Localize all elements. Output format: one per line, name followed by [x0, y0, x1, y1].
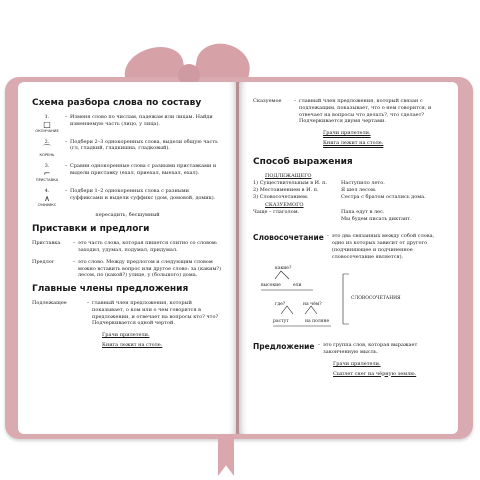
preposition-definition: Предлог – это слово. Между предлогом и следующим словом можно вставить вопрос или другое слово: за (каким?) лесом, по (какой?) улице, у (большого) дома.	[32, 258, 222, 279]
predicate-definition: Сказуемое – главный член предложения, который связан с подлежащим, показывает, что о нем говорится, и отвечает на вопросы что делать?, что сделает? Подчеркивается двумя чертами.	[253, 98, 432, 125]
expression-table: ПОДЛЕЖАЩЕГО 1) Существительным в И. п. Наступило лето. 2) Местоимением в И. п. Я шел лесом. 3) Словосочетанием. Сестра с братом остались дома. СКАЗУЕМОГО Чаще – глаголом. Папа едут в лес. Мы будем писать диктант.	[253, 173, 444, 224]
root-arc-icon: ⌒	[43, 144, 51, 154]
morph-example: пересадить, бесшумный	[95, 212, 160, 219]
morph-row-root: 2. ⌒ КОРЕНЬ – Подбери 2–3 однокоренных слова, выдели общую часть (гл, гладкий, гладкишна, гладковый).	[39, 138, 218, 158]
phrase-diagram: какие? высокие ели где? на чём? растут на поляне СЛОВОСОЧЕТАНИЯ	[253, 266, 444, 336]
morph-row-prefix: 3. ⌐ ПРИСТАВКА – Сравни однокоренные слова с разными приставками и выдели приставку (ехал, приехал, выехал, ехал).	[35, 163, 217, 182]
subject-definition: Подлежащее – главный член предложения, который показывает, о ком или о чем говорится в предложении, и отвечает на вопросы кто? что? Подчеркивается одной чертой.	[32, 300, 219, 327]
phrase-definition: Словосочетание – это два связанных между собой слова, одно из которых зависит от другого (подчиняющее и подчиненное словосочетание является).	[253, 233, 435, 260]
section-title-main-parts: Главные члены предложения	[32, 284, 189, 295]
morph-row-ending: 1. □ ОКОНЧАНИЕ – Изменя слово по числам, падежам или лицам. Найди изменяемую часть (лицо, у лица).	[35, 114, 213, 133]
left-page	[18, 82, 237, 434]
subject-example-1: Грачи прилетели.	[102, 332, 150, 339]
predicate-header: СКАЗУЕМОГО	[265, 201, 304, 208]
predicate-example-1: Грачи прилетели.	[323, 130, 371, 136]
morph-row-suffix: 4. ∧ СУФФИКС – Подбери 1–2 однокоренных слова с разными суффиксами и выдели суффикс (дом, домовой, домик).	[37, 187, 216, 207]
section-title-prefixes: Приставки и предлоги	[32, 224, 150, 235]
right-page	[239, 82, 458, 434]
sentence-example-2: Сыплет снег на чёрную землю.	[333, 370, 417, 377]
predicate-example-2: Книга лежит на столе.	[323, 139, 384, 146]
subject-header: ПОДЛЕЖАЩЕГО	[265, 172, 312, 179]
section-title-expression: Способ выражения	[253, 156, 353, 167]
prefix-definition: Приставка – это часть слова, которая пишется слитно со словом: заходил, удумал, подумал, придумал.	[32, 240, 218, 254]
sentence-example-1: Грачи прилетели.	[333, 360, 381, 367]
ending-icon: □	[43, 119, 51, 129]
sentence-definition: Предложение – это группа слов, которая выражает законченную мысль.	[253, 342, 418, 355]
suffix-caret-icon: ∧	[44, 193, 50, 203]
subject-example-2: Книга лежит на столе.	[102, 341, 163, 348]
section-title-word-scheme: Схема разбора слова по составу	[32, 98, 202, 108]
prefix-corner-icon: ⌐	[43, 168, 51, 178]
